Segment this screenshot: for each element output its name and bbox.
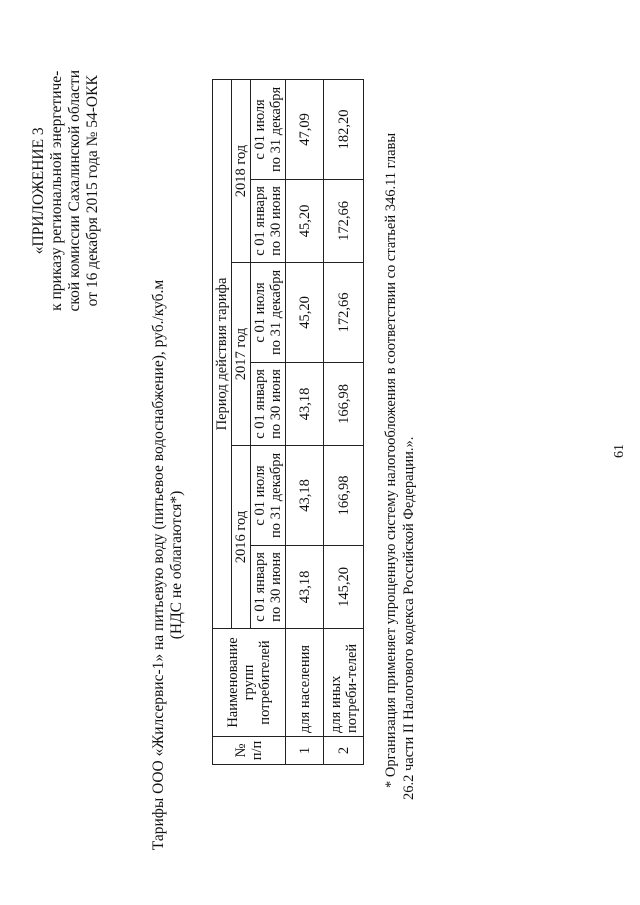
half-1-from: с 01 января bbox=[252, 186, 268, 256]
row-num: 1 bbox=[286, 737, 324, 765]
header-year-2017: 2017 год bbox=[232, 263, 251, 446]
half-2-to: по 31 декабря bbox=[268, 269, 284, 356]
title-line-2: (НДС не облагаются*) bbox=[168, 490, 185, 640]
tariff-value: 45,20 bbox=[286, 263, 324, 363]
half-1-to: по 30 июня bbox=[268, 369, 284, 439]
tariff-value: 43,18 bbox=[286, 362, 324, 445]
tariff-value: 172,66 bbox=[324, 179, 364, 262]
appendix-line-1: «ПРИЛОЖЕНИЕ 3 bbox=[30, 127, 47, 255]
table-header-row-period bbox=[213, 80, 232, 765]
tariff-value: 166,98 bbox=[324, 362, 364, 445]
appendix-header bbox=[30, 70, 102, 312]
header-half-2 bbox=[251, 446, 286, 546]
footnote-line-1: * Организация применяет упрощенную систему налогообложения в соответствии со статьей 346.11 главы bbox=[383, 132, 399, 788]
tariff-value: 43,18 bbox=[286, 446, 324, 546]
tariff-value: 182,20 bbox=[324, 80, 364, 180]
page-number: 61 bbox=[612, 444, 627, 458]
header-year-2016: 2016 год bbox=[232, 446, 251, 629]
half-1-to: по 30 июня bbox=[268, 552, 284, 622]
table-row bbox=[286, 80, 324, 765]
half-2-from: с 01 июля bbox=[252, 99, 268, 160]
header-consumer-group-line-2: групп потребителей bbox=[241, 640, 273, 725]
header-period: Период действия тарифа bbox=[213, 80, 232, 629]
header-half-1 bbox=[251, 545, 286, 628]
document-title bbox=[150, 240, 186, 890]
header-consumer-group-line-1: Наименование bbox=[225, 637, 241, 728]
appendix-line-3: ской комиссии Сахалинской области bbox=[66, 70, 83, 312]
appendix-line-4: от 16 декабря 2015 года № 54-ОКК bbox=[84, 75, 101, 307]
row-num: 2 bbox=[324, 737, 364, 765]
table-row bbox=[324, 80, 364, 765]
footnote bbox=[382, 64, 418, 800]
header-consumer-group bbox=[213, 629, 286, 737]
title-line-1: Тарифы ООО «Жилсервис-1» на питьевую воду (питьевое водоснабжение), руб./куб.м bbox=[150, 279, 167, 851]
footnote-line-2: 26.2 части II Налогового кодекса Российской Федерации.». bbox=[401, 436, 417, 800]
half-1-from: с 01 января bbox=[252, 552, 268, 622]
row-consumer-group: для населения bbox=[286, 629, 324, 737]
half-2-from: с 01 июля bbox=[252, 465, 268, 526]
row-consumer-group: для иных потреби-телей bbox=[324, 629, 364, 737]
half-1-to: по 30 июня bbox=[268, 186, 284, 256]
header-half-1 bbox=[251, 179, 286, 262]
tariff-table bbox=[212, 79, 364, 765]
header-year-2018: 2018 год bbox=[232, 80, 251, 263]
header-half-2 bbox=[251, 80, 286, 180]
half-1-from: с 01 января bbox=[252, 369, 268, 439]
half-2-to: по 31 декабря bbox=[268, 86, 284, 172]
tariff-value: 172,66 bbox=[324, 263, 364, 363]
header-num: № п/п bbox=[213, 737, 286, 765]
rotated-page bbox=[20, 10, 627, 890]
tariff-value: 47,09 bbox=[286, 80, 324, 180]
tariff-value: 145,20 bbox=[324, 545, 364, 628]
header-half-2 bbox=[251, 263, 286, 363]
tariff-value: 43,18 bbox=[286, 545, 324, 628]
appendix-line-2: к приказу региональной энергетиче- bbox=[48, 70, 65, 311]
tariff-value: 45,20 bbox=[286, 179, 324, 262]
half-2-from: с 01 июля bbox=[252, 282, 268, 343]
half-2-to: по 31 декабря bbox=[268, 452, 284, 538]
tariff-value: 166,98 bbox=[324, 446, 364, 546]
header-half-1 bbox=[251, 362, 286, 445]
